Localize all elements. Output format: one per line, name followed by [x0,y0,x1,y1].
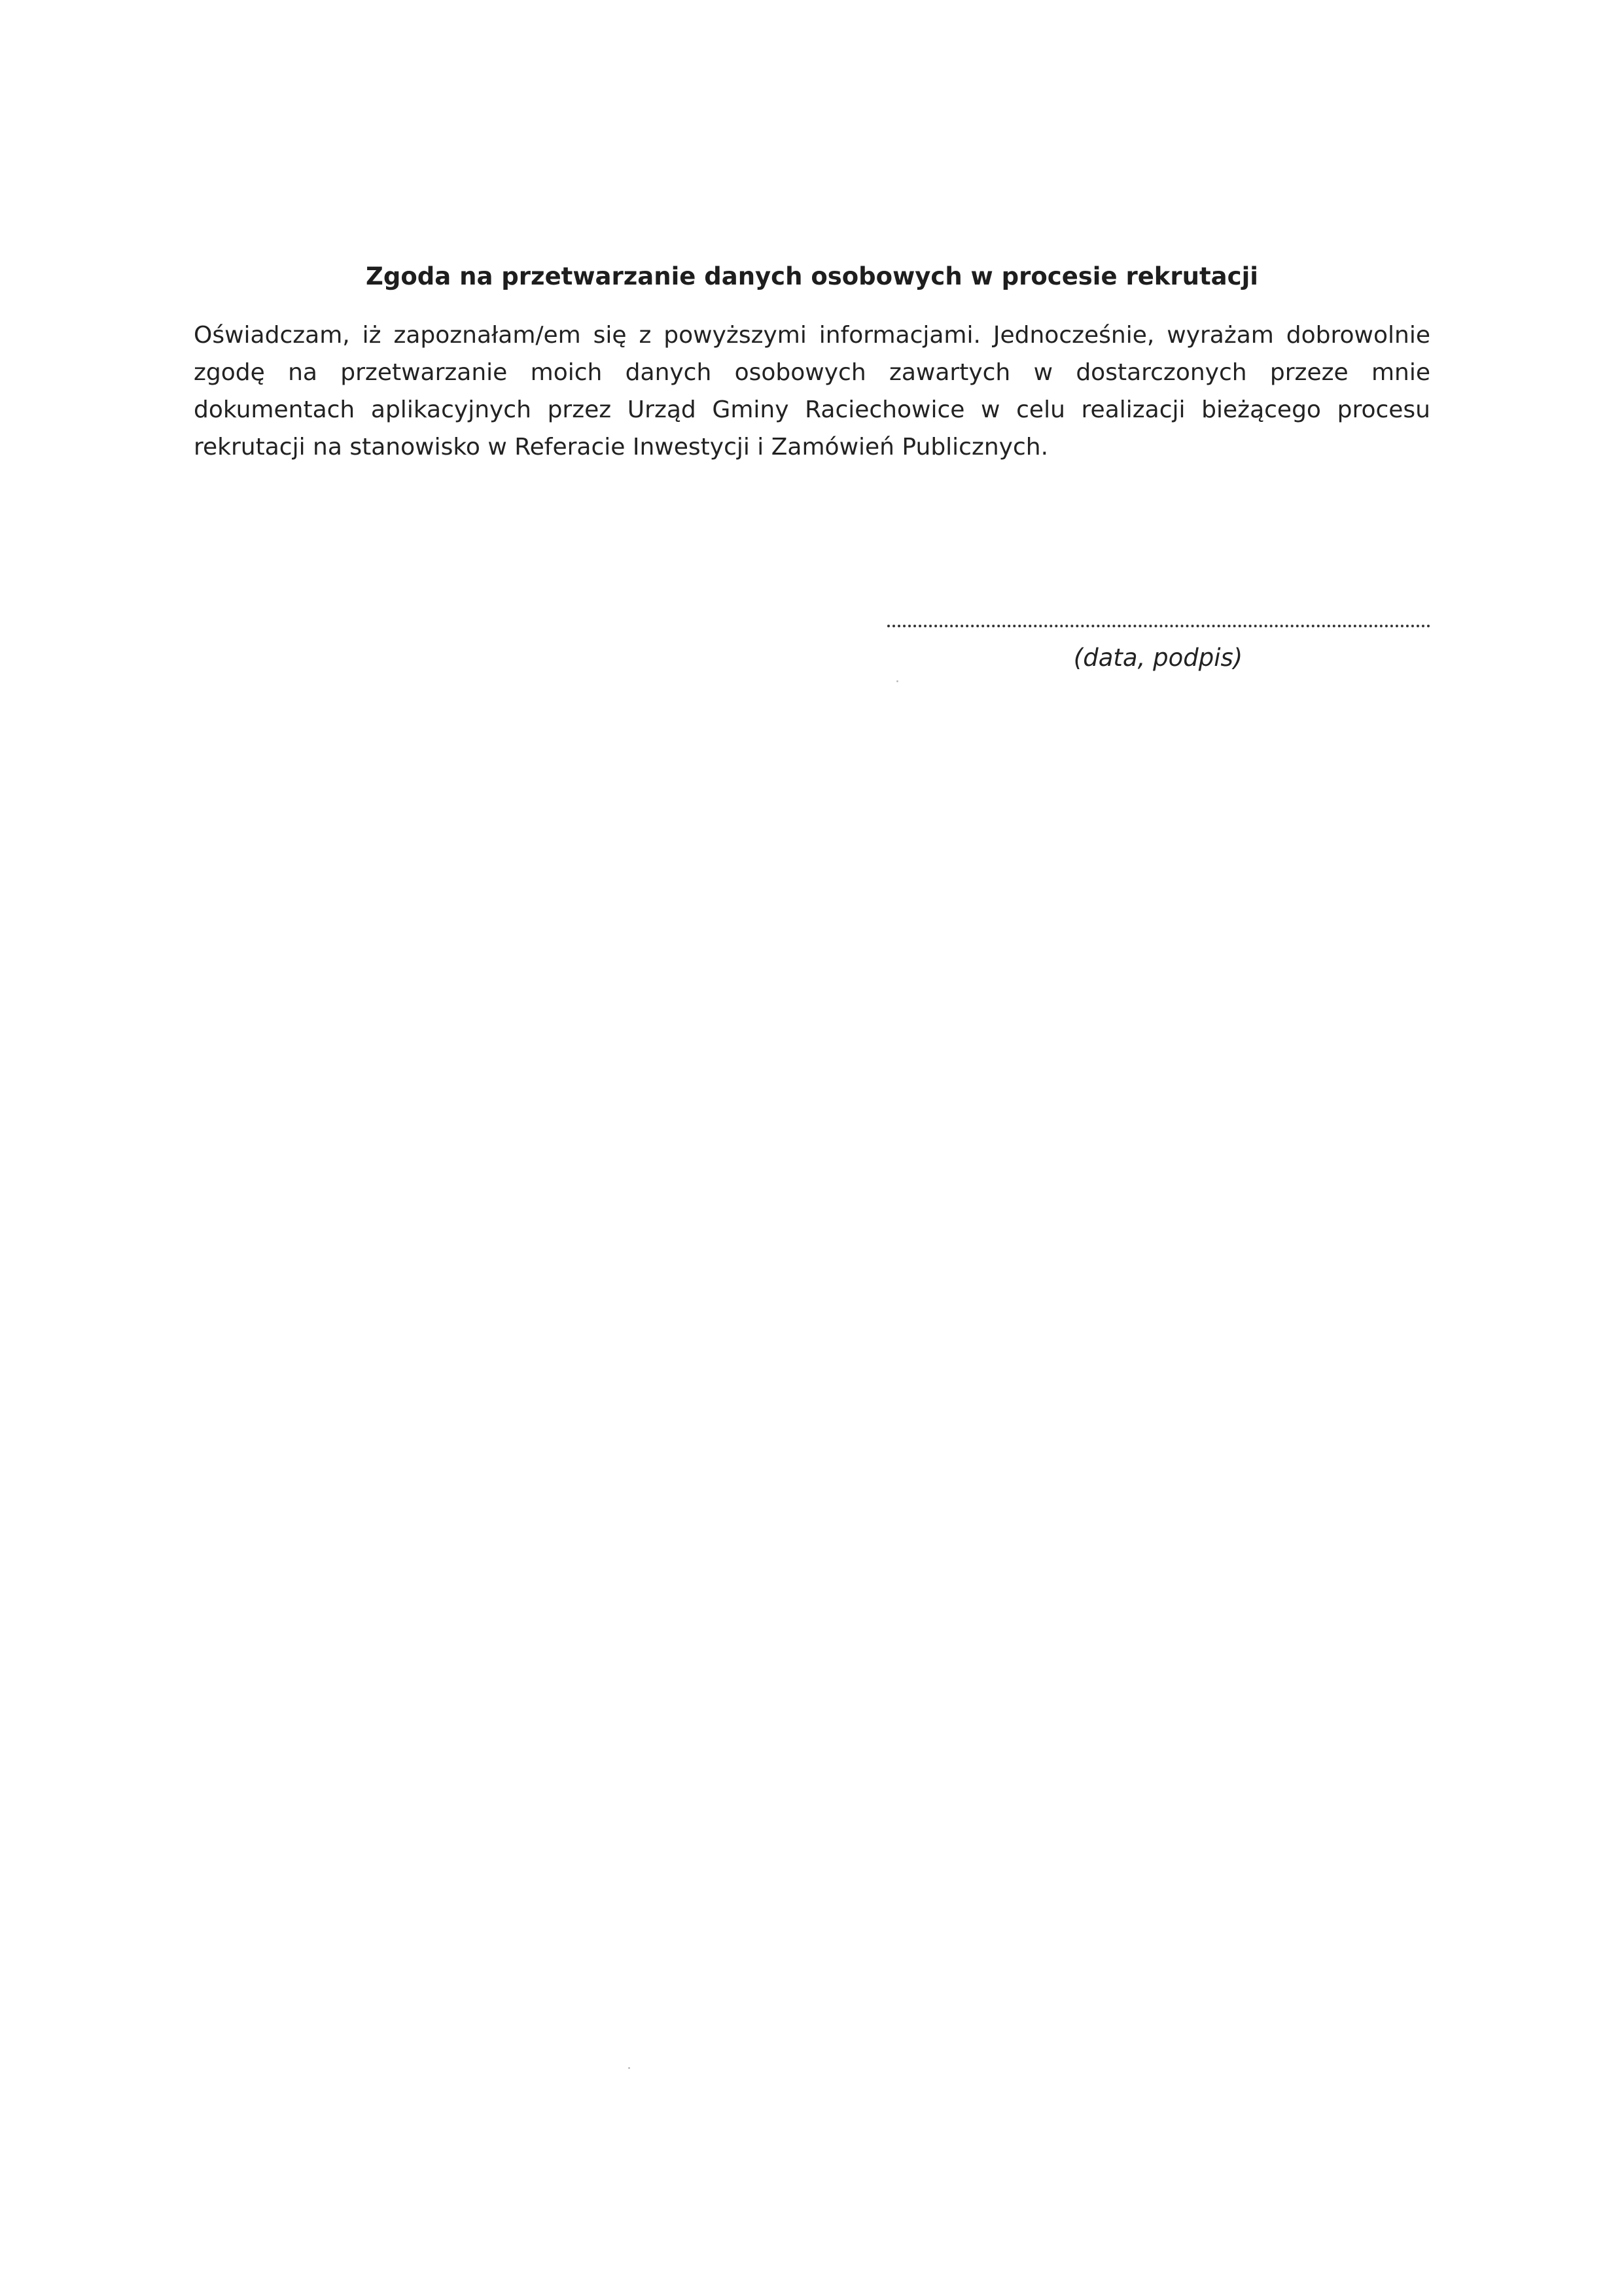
consent-statement [194,317,1430,466]
document-title: Zgoda na przetwarzanie danych osobowych w procesie rekrutacji [366,262,1258,290]
signature-caption: (data, podpis) [1073,644,1243,672]
scan-speck [896,680,898,682]
scan-speck [628,2067,630,2069]
signature-line [887,612,1430,627]
consent-statement-line: dokumentach aplikacyjnych przez Urząd Gminy Raciechowice w celu realizacji bieżącego procesu [194,396,1430,423]
consent-statement-line: Oświadczam, iż zapoznałam/em się z powyższymi informacjami. Jednocześnie, wyrażam dobrowolnie [194,322,1430,349]
consent-statement-line: rekrutacji na stanowisko w Referacie Inwestycji i Zamówień Publicznych. [194,434,1049,461]
consent-statement-line: zgodę na przetwarzanie moich danych osobowych zawartych w dostarczonych przeze mnie [194,359,1430,386]
